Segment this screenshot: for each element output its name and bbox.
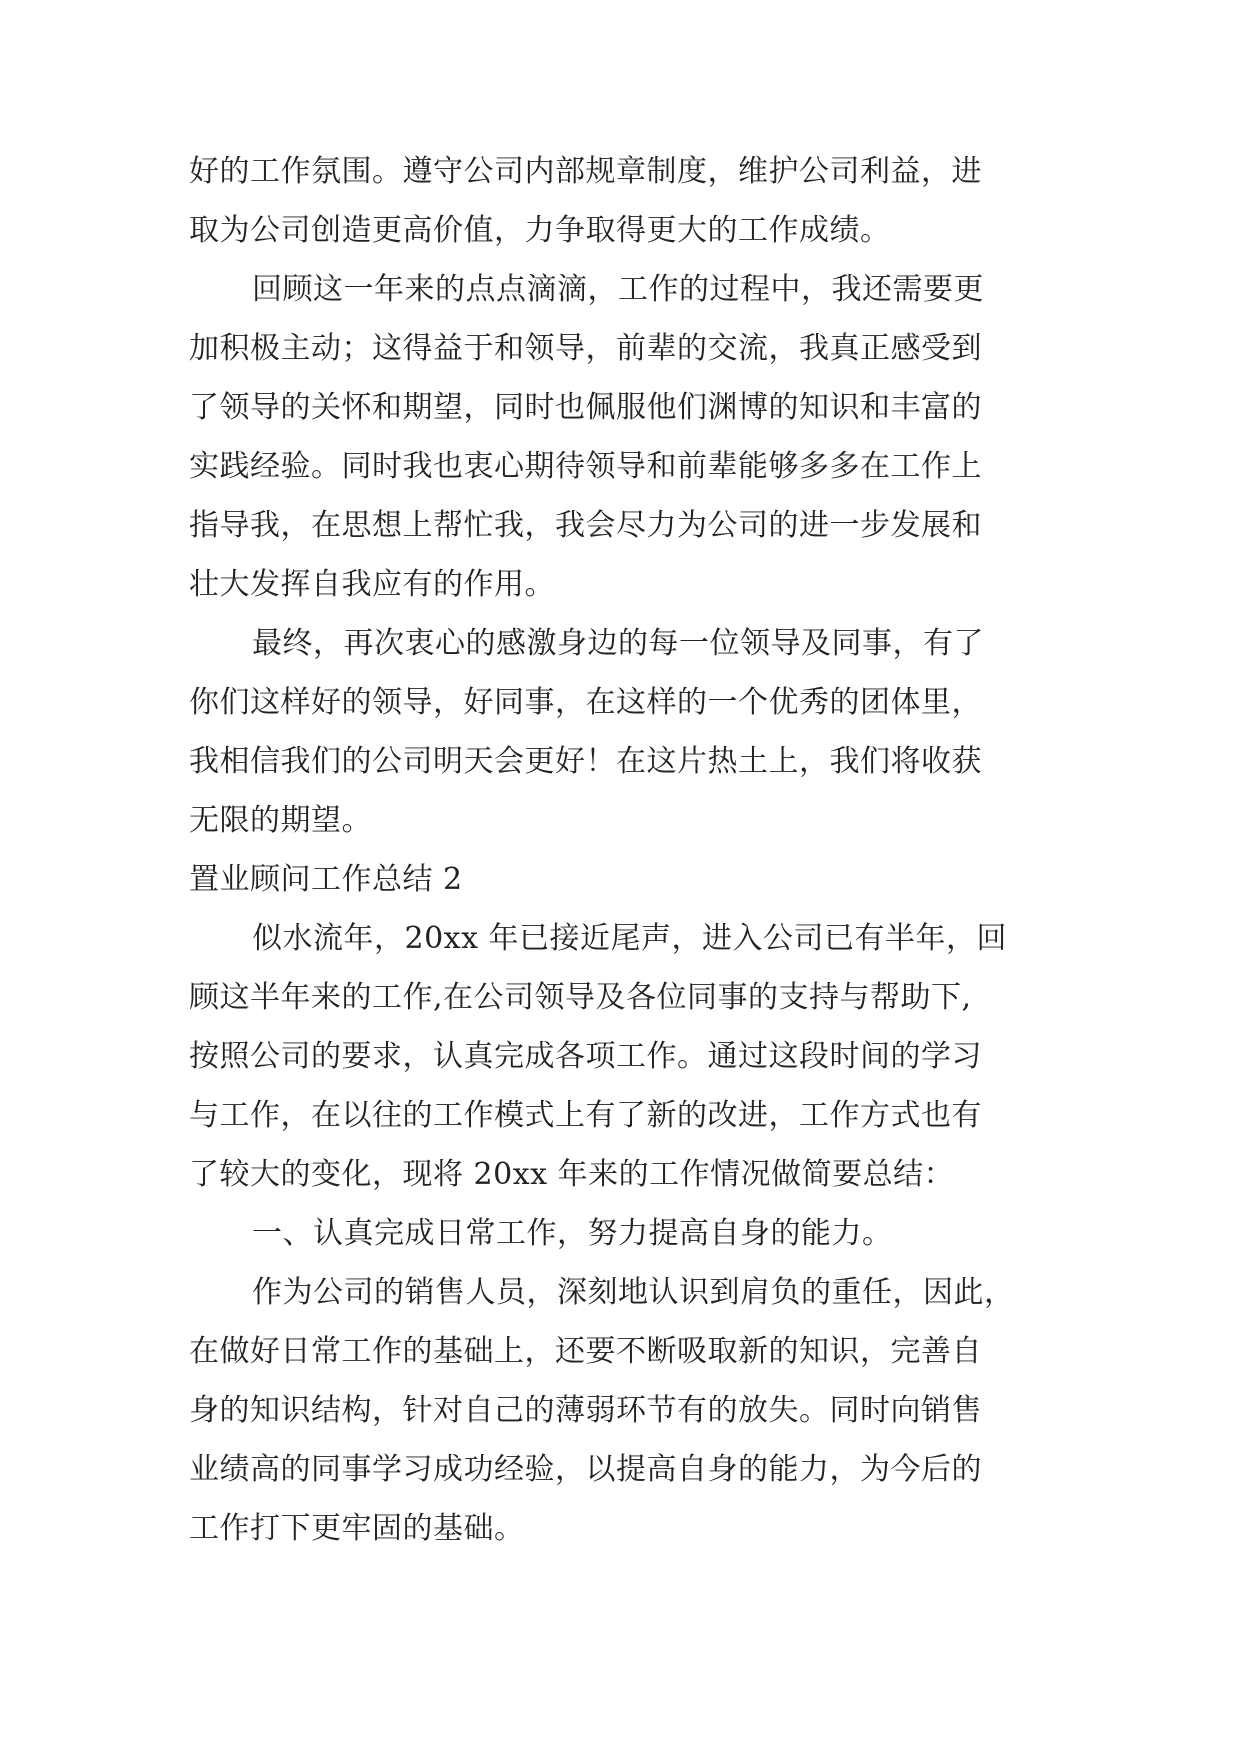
text-line: 业绩高的同事学习成功经验，以提高自身的能力，为今后的 (189, 1452, 982, 1487)
text-line: 指导我，在思想上帮忙我，我会尽力为公司的进一步发展和 (189, 508, 982, 543)
text-line: 在做好日常工作的基础上，还要不断吸取新的知识，完善自 (189, 1334, 982, 1369)
text-line: 加积极主动；这得益于和领导，前辈的交流，我真正感受到 (189, 331, 982, 366)
text-line: 你们这样好的领导，好同事，在这样的一个优秀的团体里， (189, 685, 982, 720)
text-line: 我相信我们的公司明天会更好！在这片热土上，我们将收获 (189, 744, 982, 779)
text-line: 工作打下更牢固的基础。 (189, 1511, 525, 1546)
text-line: 无限的期望。 (189, 803, 372, 838)
section-heading: 置业顾问工作总结 2 (189, 862, 463, 897)
paragraph-first-line: 最终，再次衷心的感激身边的每一位领导及同事，有了 (252, 626, 984, 661)
text-line: 与工作，在以往的工作模式上有了新的改进，工作方式也有 (189, 1098, 982, 1133)
text-line: 身的知识结构，针对自己的薄弱环节有的放失。同时向销售 (189, 1393, 982, 1428)
subsection-heading: 一、认真完成日常工作，努力提高自身的能力。 (252, 1216, 893, 1251)
text-line: 好的工作氛围。遵守公司内部规章制度，维护公司利益，进 (189, 154, 982, 189)
text-line: 了领导的关怀和期望，同时也佩服他们渊博的知识和丰富的 (189, 390, 982, 425)
text-line: 顾这半年来的工作,在公司领导及各位同事的支持与帮助下, (189, 980, 972, 1015)
text-line: 取为公司创造更高价值，力争取得更大的工作成绩。 (189, 213, 891, 248)
paragraph-first-line: 似水流年，20xx 年已接近尾声，进入公司已有半年，回 (252, 921, 1008, 956)
paragraph-first-line: 作为公司的销售人员，深刻地认识到肩负的重任，因此， (252, 1275, 1015, 1310)
text-line: 实践经验。同时我也衷心期待领导和前辈能够多多在工作上 (189, 449, 982, 484)
paragraph-first-line: 回顾这一年来的点点滴滴，工作的过程中，我还需要更 (252, 272, 984, 307)
text-line: 了较大的变化，现将 20xx 年来的工作情况做简要总结： (189, 1157, 955, 1192)
text-line: 按照公司的要求，认真完成各项工作。通过这段时间的学习 (189, 1039, 982, 1074)
text-line: 壮大发挥自我应有的作用。 (189, 567, 555, 602)
